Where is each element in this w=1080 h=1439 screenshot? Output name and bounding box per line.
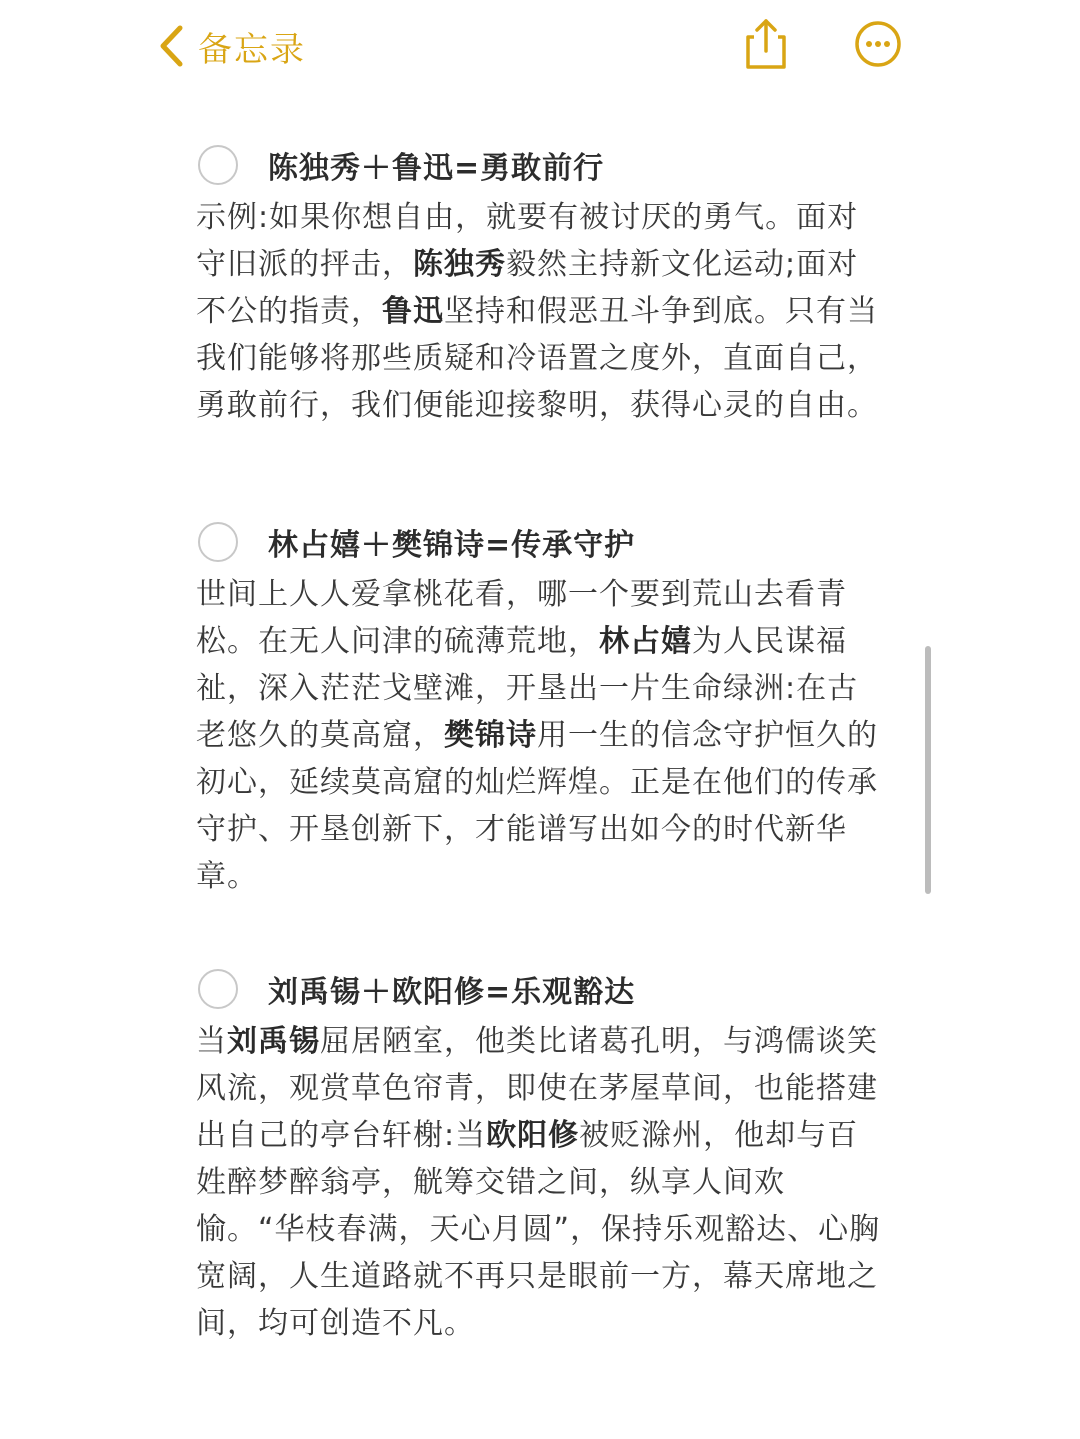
item-title: 陈独秀＋鲁迅=勇敢前行 bbox=[268, 151, 605, 186]
checklist-item-header bbox=[196, 515, 886, 569]
body-text: 屈居陋室，他类比诸葛孔明，与鸿儒谈笑风流，观赏草色帘青，即使在茅屋草间，也能搭建出自己的亭台轩榭:当 bbox=[196, 1024, 878, 1153]
navigation-bar bbox=[0, 0, 1080, 100]
item-body bbox=[196, 571, 886, 900]
checklist-item bbox=[196, 515, 886, 900]
item-body bbox=[196, 1018, 886, 1347]
item-title: 刘禹锡＋欧阳修=乐观豁达 bbox=[268, 975, 636, 1010]
item-title: 林占嬉＋樊锦诗=传承守护 bbox=[268, 528, 636, 563]
checkbox[interactable] bbox=[198, 522, 238, 562]
body-bold-name: 陈独秀 bbox=[413, 247, 506, 282]
body-bold-name: 刘禹锡 bbox=[227, 1024, 320, 1059]
share-button[interactable] bbox=[736, 16, 796, 76]
checklist-item-header bbox=[196, 962, 886, 1016]
body-text: 毅然主持新文化运动;面对不公的指责， bbox=[196, 247, 859, 329]
checklist-item bbox=[196, 962, 886, 1347]
body-text: 被贬滁州，他却与百姓醉梦醉翁亭，觥筹交错之间，纵享人间欢愉。“华枝春满，天心月圆”，保持乐观豁达、心胸宽阔，人生道路就不再只是眼前一方，幕天席地之间，均可创造不凡。 bbox=[196, 1118, 881, 1341]
body-text: 示例:如果你想自由，就要有被讨厌的勇气。面对守旧派的抨击， bbox=[196, 200, 859, 282]
ellipsis-circle-icon bbox=[854, 20, 902, 72]
back-label: 备忘录 bbox=[198, 29, 306, 70]
scrollbar[interactable] bbox=[925, 646, 931, 894]
checklist-item-header bbox=[196, 138, 886, 192]
body-text: 坚持和假恶丑斗争到底。只有当我们能够将那些质疑和冷语置之度外，直面自己，勇敢前行，我们便能迎接黎明，获得心灵的自由。 bbox=[196, 294, 878, 423]
body-bold-name: 林占嬉 bbox=[599, 624, 692, 659]
body-bold-name: 欧阳修 bbox=[486, 1118, 580, 1153]
back-button[interactable] bbox=[158, 18, 306, 74]
body-text: 世间上人人爱拿桃花看，哪一个要到荒山去看青松。在无人问津的硫薄荒地， bbox=[196, 577, 847, 659]
body-bold-name: 鲁迅 bbox=[382, 294, 444, 329]
share-icon bbox=[744, 17, 788, 75]
body-text: 用一生的信念守护恒久的初心，延续莫高窟的灿烂辉煌。正是在他们的传承守护、开垦创新下，才能谱写出如今的时代新华章。 bbox=[196, 718, 878, 894]
checklist-item bbox=[196, 138, 886, 429]
body-bold-name: 樊锦诗 bbox=[444, 718, 537, 753]
checkbox[interactable] bbox=[198, 145, 238, 185]
more-button[interactable] bbox=[848, 16, 908, 76]
checkbox[interactable] bbox=[198, 969, 238, 1009]
body-text: 当 bbox=[196, 1024, 227, 1059]
note-content[interactable] bbox=[196, 138, 886, 1347]
item-body bbox=[196, 194, 886, 429]
chevron-left-icon bbox=[158, 24, 184, 68]
body-text: 为人民谋福祉，深入茫茫戈壁滩，开垦出一片生命绿洲:在古老悠久的莫高窟， bbox=[196, 624, 859, 753]
